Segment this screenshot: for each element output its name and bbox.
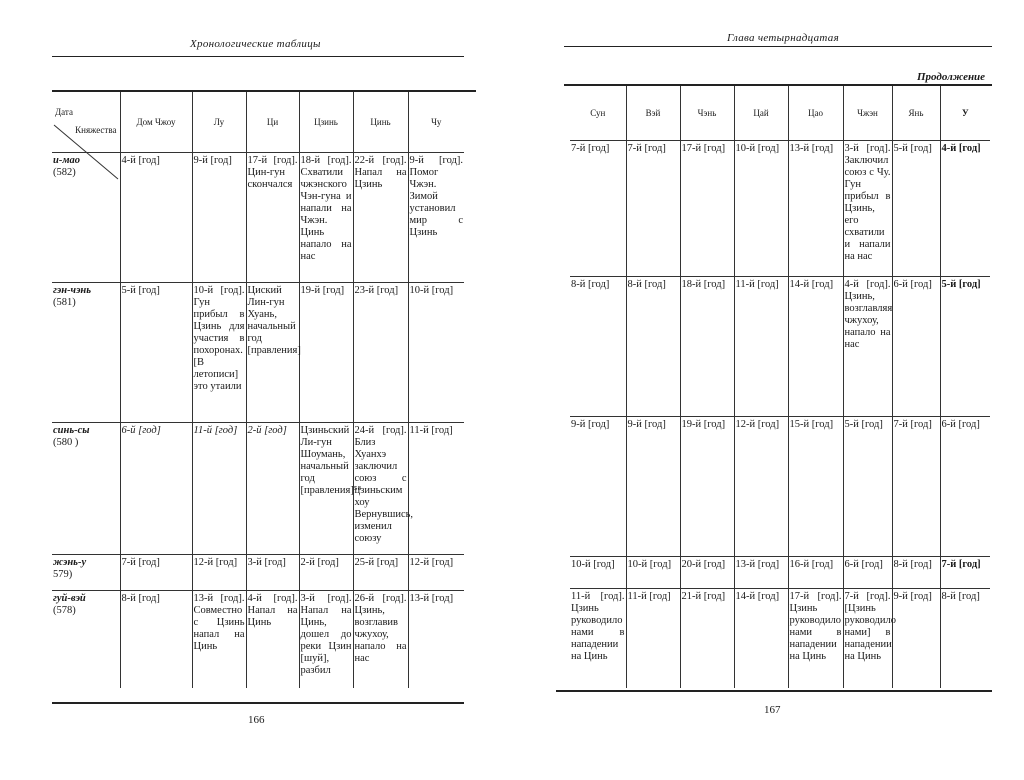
column-header: Чэнь [680, 86, 734, 140]
column-header: Чжэн [843, 86, 892, 140]
cyclical-date: жэнь-у [53, 556, 87, 568]
table-cell: 5-й [год] [843, 416, 892, 556]
table-row [52, 554, 464, 590]
table-row [52, 590, 464, 688]
table-row [570, 556, 990, 588]
table-cell: 22-й [год]. Напал на Цзинь [353, 152, 408, 282]
chronology-table-right [570, 86, 990, 688]
corner-label-date: Дата [55, 106, 73, 117]
column-header: Вэй [626, 86, 680, 140]
table-cell: 7-й [год] [626, 140, 680, 276]
column-header: Цзинь [299, 92, 353, 152]
date-cell [52, 590, 120, 688]
table-cell: 8-й [год] [120, 590, 192, 688]
column-header: У [940, 86, 990, 140]
table-cell: 5-й [год] [120, 282, 192, 422]
header-rule [52, 56, 464, 57]
page-number: 166 [248, 714, 265, 726]
table-cell: Цзиньский Ли-гун Шоумань, начальный год [правления]⁵⁸ [299, 422, 353, 554]
table-cell: 3-й [год] [246, 554, 299, 590]
table-cell: 7-й [год] [571, 142, 610, 154]
table-cell: 4-й [год]. Цзинь, возглавляя чжухоу, напало на нас [843, 276, 892, 416]
cyclical-date: и-мао [53, 154, 81, 166]
table-cell: 17-й [год]. Цзинь руководило нами в нападении на Цинь [788, 588, 843, 688]
table-cell: 7-й [год] [120, 554, 192, 590]
header-rule [564, 46, 992, 47]
column-header: Ци [246, 92, 299, 152]
table-cell: 12-й [год] [192, 554, 246, 590]
table-cell: Циский Лин-гун Хуань, начальный год [правления] [246, 282, 299, 422]
table-cell: 6-й [год] [892, 276, 940, 416]
table-cell: 14-й [год] [734, 588, 788, 688]
year: (582) [53, 166, 76, 178]
table-cell: 11-й [год]. Цзинь руководило нами в нападении на Цинь [570, 588, 626, 688]
table-cell: 11-й [год] [408, 422, 464, 554]
column-header: Цао [788, 86, 843, 140]
table-cell: 26-й [год]. Цзинь, возглавив чжухоу, напало на нас [353, 590, 408, 688]
table-row [570, 276, 990, 416]
table-cell: 7-й [год] [940, 556, 990, 588]
table-cell: 18-й [год] [680, 276, 734, 416]
table-bottom-rule [556, 690, 992, 692]
table-cell: 19-й [год] [680, 416, 734, 556]
table-cell: 7-й [год] [892, 416, 940, 556]
table-cell: 25-й [год] [353, 554, 408, 590]
table-cell: 18-й [год]. Схватили чжэнского Чэн-гуна и напали на Чжэн. Цинь напало на нас [299, 152, 353, 282]
running-title: Глава четырнадцатая [727, 32, 839, 44]
corner-header-cell [52, 92, 120, 152]
table-row [52, 422, 464, 554]
table-cell: 6-й [год] [940, 416, 990, 556]
table-row [570, 588, 990, 688]
table-cell: 9-й [год] [626, 416, 680, 556]
date-cell [52, 422, 120, 554]
column-header: Цинь [353, 92, 408, 152]
column-header: Сун [570, 86, 626, 140]
table-bottom-rule [52, 702, 464, 704]
chronology-table-left [52, 92, 464, 688]
running-title: Хронологические таблицы [190, 38, 321, 50]
table-cell: 7-й [год]. [Цзинь руководило нами] в нападении на Цинь [843, 588, 892, 688]
table-row [570, 140, 990, 276]
table-cell: 9-й [год] [192, 152, 246, 282]
table-cell: 9-й [год] [892, 588, 940, 688]
table-cell: 16-й [год] [788, 556, 843, 588]
table-cell: 10-й [год] [626, 556, 680, 588]
table-cell: 20-й [год] [680, 556, 734, 588]
page-number: 167 [764, 704, 781, 716]
table-cell: 4-й [год] [940, 140, 990, 276]
table-cell: 12-й [год] [408, 554, 464, 590]
table-cell: 5-й [год] [892, 140, 940, 276]
date-cell [52, 554, 120, 590]
table-cell: 8-й [год] [626, 276, 680, 416]
table-cell: 8-й [год] [940, 588, 990, 688]
table-cell: 13-й [год] [408, 590, 464, 688]
table-cell: 10-й [год] [570, 556, 626, 588]
table-cell: 2-й [год] [246, 422, 299, 554]
table-cell: 11-й [год] [192, 422, 246, 554]
table-cell: 10-й [год] [408, 282, 464, 422]
table-cell: 10-й [год] [734, 140, 788, 276]
table-cell: 11-й [год] [734, 276, 788, 416]
column-header: Дом Чжоу [120, 92, 192, 152]
table-cell: 6-й [год] [120, 422, 192, 554]
date-cell [52, 282, 120, 422]
table-cell: 3-й [год]. Заключил союз с Чу. Гун прибыл в Цзинь, его схватили и напали на нас [843, 140, 892, 276]
table-cell: 8-й [год] [570, 276, 626, 416]
table-cell: 2-й [год] [299, 554, 353, 590]
table-cell: 17-й [год] [680, 140, 734, 276]
table-cell: 19-й [год] [299, 282, 353, 422]
table-cell: 13-й [год] [734, 556, 788, 588]
corner-label-principalities: Княжества [75, 124, 117, 135]
table-cell: 9-й [год]. Помог Чжэн. Зимой установил мир с Цзинь [408, 152, 464, 282]
column-header: Лу [192, 92, 246, 152]
continued-label: Продолжение [917, 71, 986, 83]
table-cell: 21-й [год] [680, 588, 734, 688]
column-header: Цай [734, 86, 788, 140]
table-cell: 10-й [год]. Гун прибыл в Цзинь для участия в похоронах. [В летописи] это утаили [192, 282, 246, 422]
year: 579) [53, 568, 73, 580]
table-cell: 24-й [год]. Близ Хуанхэ заключил союз с цзиньским хоу Вернувшись, изменил союзу [353, 422, 408, 554]
table-cell: 8-й [год] [892, 556, 940, 588]
year: (580 ) [53, 436, 79, 448]
table-cell: 4-й [год]. Напал на Цинь [246, 590, 299, 688]
table-cell: 11-й [год] [626, 588, 680, 688]
column-header: Чу [408, 92, 464, 152]
right-page [512, 0, 1024, 780]
table-row [570, 416, 990, 556]
table-cell: 9-й [год] [570, 416, 626, 556]
table-cell: 13-й [год] [788, 140, 843, 276]
table-cell: 12-й [год] [734, 416, 788, 556]
table-cell: 15-й [год] [788, 416, 843, 556]
table-cell: 23-й [год] [353, 282, 408, 422]
table-cell: 3-й [год]. Напал на Цинь, дошел до реки Цзин [шуй], разбил [299, 590, 353, 688]
table-cell: 14-й [год] [788, 276, 843, 416]
table-cell: 6-й [год] [843, 556, 892, 588]
table-cell: 5-й [год] [940, 276, 990, 416]
cyclical-date: гэн-чэнь [53, 284, 92, 296]
table-cell: 17-й [год]. Цин-гун скончался [246, 152, 299, 282]
column-header: Янь [892, 86, 940, 140]
year: (578) [53, 604, 76, 616]
table-row [52, 282, 464, 422]
table-cell: 13-й [год]. Совместно с Цзинь напал на Цинь [192, 590, 246, 688]
table-cell: 4-й [год] [120, 152, 192, 282]
cyclical-date: синь-сы [53, 424, 90, 436]
cyclical-date: гуй-вэй [53, 592, 86, 604]
year: (581) [53, 296, 76, 308]
